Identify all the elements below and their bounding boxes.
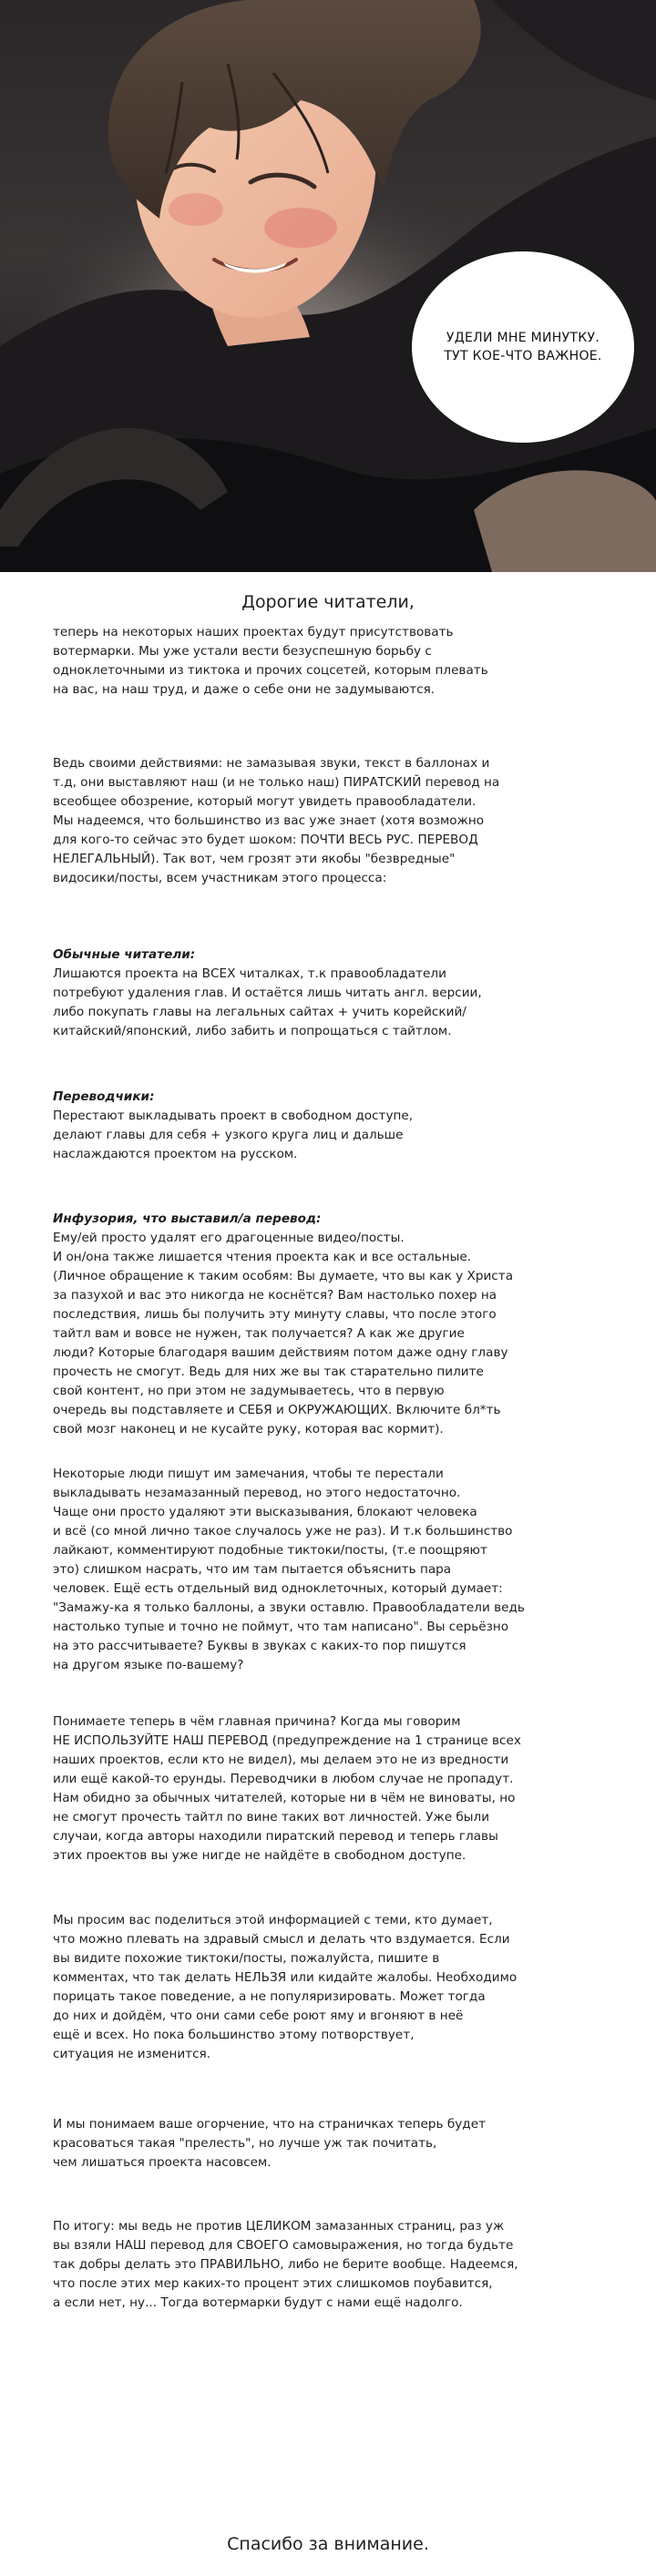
text-line: видосики/посты, всем участникам этого процесса:: [53, 871, 387, 885]
text-line: (Личное обращение к таким особям: Вы думаете, что вы как у Христа: [53, 1269, 514, 1283]
text-line: Понимаете теперь в чём главная причина? Когда мы говорим: [53, 1714, 461, 1729]
text-line: теперь на некоторых наших проектах будут присутствовать: [53, 625, 454, 639]
text-line: или ещё какой-то ерунды. Переводчики в любом случае не пропадут.: [53, 1772, 514, 1786]
text-line: И мы понимаем ваше огорчение, что на страничках теперь будет: [53, 2117, 486, 2131]
poster-heading: Инфузория, что выставил/а перевод:: [53, 1211, 322, 1226]
text-line: чем лишаться проекта насовсем.: [53, 2155, 272, 2170]
text-line: комментах, что так делать НЕЛЬЗЯ или кидайте жалобы. Необходимо: [53, 1970, 518, 1985]
text-line: По итогу: мы ведь не против ЦЕЛИКОМ замазанных страниц, раз уж: [53, 2219, 505, 2234]
text-line: т.д, они выставляют наш (и не только наш) ПИРАТСКИЙ перевод на: [53, 775, 500, 790]
text-line: настолько тупые и точно не поймут, что там написано". Вы серьёзно: [53, 1620, 509, 1634]
text-line: это) слишком насрать, что им там пытается объяснить пара: [53, 1562, 452, 1577]
text-line: для кого-то сейчас это будет шоком: ПОЧТИ ВЕСЬ РУС. ПЕРЕВОД: [53, 833, 478, 847]
translators-heading: Переводчики:: [53, 1089, 155, 1104]
text-line: Ему/ей просто удалят его драгоценные видео/посты.: [53, 1231, 405, 1245]
text-line: Мы просим вас поделиться этой информацией с теми, кто думает,: [53, 1913, 493, 1927]
greeting-heading: Дорогие читатели,: [241, 592, 415, 612]
text-line: на другом языке по-вашему?: [53, 1658, 244, 1672]
text-line: свой контент, но при этом не задумываетесь, что в первую: [53, 1384, 445, 1398]
text-line: этих проектов вы уже нигде не найдёте в свободном доступе.: [53, 1848, 466, 1863]
text-line: не смогут прочесть тайтл по вине таких вот личностей. Уже были: [53, 1810, 490, 1825]
text-line: либо покупать главы на легальных сайтах + учить корейский/: [53, 1005, 466, 1019]
speech-bubble: [412, 251, 634, 443]
actions-paragraph: [53, 754, 603, 888]
text-line: НЕЛЕГАЛЬНЫЙ). Так вот, чем грозят эти якобы "безвредные": [53, 852, 456, 866]
text-line: последствия, лишь бы получить эту минуту славы, что после этого: [53, 1307, 497, 1322]
text-line: за пазухой и вас это никогда не коснётся? Вам настолько похер на: [53, 1288, 497, 1303]
readers-heading: Обычные читатели:: [53, 947, 196, 962]
text-line: что можно плевать на здравый смысл и делать что вздумается. Если: [53, 1932, 510, 1947]
understand-paragraph: [53, 2115, 603, 2172]
text-line: потребуют удаления глав. И остаётся лишь читать англ. версии,: [53, 986, 482, 1000]
text-line: Лишаются проекта на ВСЕХ читалках, т.к правообладатели: [53, 966, 446, 981]
text-line: на вас, на наш труд, и даже о себе они не задумываются.: [53, 682, 436, 697]
readers-section: [53, 946, 603, 1041]
text-line: Некоторые люди пишут им замечания, чтобы те перестали: [53, 1467, 444, 1481]
request-paragraph: [53, 1911, 603, 2064]
text-line: китайский/японский, либо забить и попрощаться с тайтлом.: [53, 1024, 452, 1038]
text-line: свой мозг наконец и не кусайте руку, которая вас кормит).: [53, 1422, 444, 1436]
text-line: НЕ ИСПОЛЬЗУЙТЕ НАШ ПЕРЕВОД (предупреждение на 1 странице всех: [53, 1733, 521, 1748]
text-line: И он/она также лишается чтения проекта как и все остальные.: [53, 1250, 472, 1264]
text-line: Перестают выкладывать проект в свободном доступе,: [53, 1109, 414, 1123]
text-line: ещё и всех. Но пока большинство этому потворствует,: [53, 2028, 415, 2042]
text-line: наслаждаются проектом на русском.: [53, 1147, 298, 1161]
translators-section: [53, 1088, 603, 1164]
reason-paragraph: [53, 1712, 603, 1866]
text-line: так добры делать это ПРАВИЛЬНО, либо не берите вообще. Надеемся,: [53, 2257, 518, 2272]
comic-panel: [0, 0, 656, 572]
intro-paragraph: [53, 623, 603, 700]
text-line: Мы надеемся, что большинство из вас уже знает (хотя возможно: [53, 813, 485, 828]
text-line: и всё (со мной лично такое случалось уже не раз). И т.к большинство: [53, 1524, 513, 1538]
text-line: вы взяли НАШ перевод для СВОЕГО самовыражения, но тогда будьте: [53, 2238, 514, 2253]
speech-line: УДЕЛИ МНЕ МИНУТКУ.: [446, 331, 600, 345]
text-line: до них и дойдём, что они сами себе роют яму и вгоняют в неё: [53, 2009, 464, 2023]
text-line: выкладывать незамазанный перевод, но этого недостаточно.: [53, 1486, 461, 1500]
text-line: лайкают, комментируют подобные тиктоки/посты, (т.е поощряют: [53, 1543, 487, 1558]
text-line: прочесть не смогут. Ведь для них же вы так старательно пилите: [53, 1365, 484, 1379]
text-line: вотермарки. Мы уже устали вести безуспешную борьбу с: [53, 644, 432, 659]
text-line: "Замажу-ка я только баллоны, а звуки оставлю. Правообладатели ведь: [53, 1600, 525, 1615]
summary-paragraph: [53, 2217, 603, 2313]
text-line: красоваться такая "прелесть", но лучше уж так почитать,: [53, 2136, 437, 2151]
text-line: очередь вы подставляете и СЕБЯ и ОКРУЖАЮЩИХ. Включите бл*ть: [53, 1403, 501, 1417]
text-line: всеобщее обозрение, который могут увидеть правообладатели.: [53, 794, 477, 809]
closing-thanks: Спасибо за внимание.: [227, 2534, 429, 2554]
text-line: а если нет, ну... Тогда вотермарки будут с нами ещё надолго.: [53, 2295, 463, 2310]
text-line: люди? Которые благодаря вашим действиям потом даже одну главу: [53, 1345, 508, 1360]
text-line: человек. Ещё есть отдельный вид одноклеточных, который думает:: [53, 1581, 503, 1596]
text-line: порицать такое поведение, а не популяризировать. Может тогда: [53, 1989, 486, 2004]
text-line: случаи, когда авторы находили пиратский перевод и теперь главы: [53, 1829, 498, 1844]
text-line: Чаще они просто удаляют эти высказывания, блокают человека: [53, 1505, 477, 1519]
text-line: тайтл вам и вовсе не нужен, так получается? А как же другие: [53, 1326, 465, 1341]
text-line: делают главы для себя + узкого круга лиц и дальше: [53, 1128, 404, 1142]
speech-line: ТУТ КОЕ-ЧТО ВАЖНОЕ.: [444, 349, 602, 363]
remarks-paragraph: [53, 1465, 603, 1675]
text-line: на это рассчитываете? Буквы в звуках с каких-то пор пишутся: [53, 1639, 466, 1653]
text-line: что после этих мер каких-то процент этих слишкомов поубавится,: [53, 2276, 493, 2291]
text-line: одноклеточными из тиктока и прочих соцсетей, которым плевать: [53, 663, 488, 678]
text-line: Ведь своими действиями: не замазывая звуки, текст в баллонах и: [53, 756, 490, 771]
text-line: наших проектов, если кто не видел), мы делаем это не из вредности: [53, 1753, 509, 1767]
poster-section: [53, 1210, 603, 1439]
text-line: вы видите похожие тиктоки/посты, пожалуйста, пишите в: [53, 1951, 440, 1966]
text-line: Нам обидно за обычных читателей, которые ни в чём не виноваты, но: [53, 1791, 516, 1805]
translator-notice: [46, 585, 610, 2571]
text-line: ситуация не изменится.: [53, 2047, 211, 2061]
